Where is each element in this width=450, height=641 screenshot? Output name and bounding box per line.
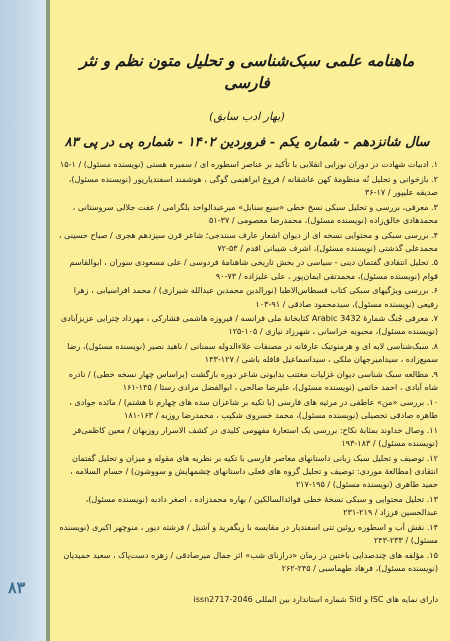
page-number: ۸۳ — [8, 578, 26, 597]
toc-item: ۱۰. بررسی «من» عاطفی در مرثیه های فارسی (با تکیه بر شاعران سده های چهارم تا هشتم) / مائده جوادی ، طاهره صادقی تحصیلی (نویسنده مسئول)، محمد خسروی شکیب ، محمدرضا روزبه / ۱۶۳-۱۸۱ — [69, 396, 438, 421]
journal-subtitle: (بهار ادب سابق) — [209, 110, 285, 123]
table-of-contents — [58, 158, 438, 577]
toc-item: ۶. بررسی ویژگیهای سبکی کتاب قسطاس‌الاطبا (نورالدین محمدبن عبدالله شیرازی) / محمد افراسیابی ، زهرا رفیعی (نویسنده مسئول)، سیدمحمود صادقی / ۹۱-۱۰۳ — [73, 285, 438, 309]
toc-item: ۱۳. تحلیل محتوایی و سبکی نسخهٔ خطی فوائدالسالکین / بهاره محمدزاده ، اصغر دادبه (نویسنده مسئول)، عبدالحسین فرزاد / ۲۱۹-۲۳۱ — [85, 493, 438, 518]
toc-item: ۱. ادبیات شهادت در دوران نوزایی انقلابی با تأکید بر عناصر اسطوره ای / سمیره هستی (نویسنده مسئول) / ۱-۱۵ — [59, 159, 438, 169]
issue-info: سال شانزدهم - شماره یکم - فروردین ۱۴۰۲ - شماره پی در پی ۸۳ — [64, 135, 430, 150]
side-band — [0, 0, 46, 641]
toc-item: ۲. بازخوانی و تحلیل نُه منظومهٔ کهن عاشقانه / فروغ ابراهیمی گوگی ، هوشمند اسفندیارپور (نویسنده مسئول)، صدیقه علیپور / ۱۷-۳۶ — [68, 173, 438, 197]
toc-item: ۷. معرفی جُنگ شمارهٔ Arabic 3432 کتابخانهٔ ملی فرانسه / فیروزه هاشمی فشارکی ، مهرداد چترایی عزیزآبادی (نویسنده مسئول)، محبوبه خراسانی ، شهرزاد نیازی / ۱۰۵-۱۲۵ — [60, 313, 438, 337]
journal-header — [56, 50, 438, 150]
journal-title: ماهنامه علمی سبک‌شناسی و تحلیل متون نظم و نثر فارسی — [79, 51, 415, 92]
toc-item: ۴. بررسی سبکی و محتوایی نسخه ای از دیوان اشعار عارف سنندجی؛ شاعر قرن سیزدهم هجری / صباح حسینی ، محمدعلی گذشتی (نویسنده مسئول)، اشرف شیبانی اقدم / ۵۳-۷۲ — [58, 229, 438, 253]
toc-item: ۱۱. وصال خداوند بمثابهٔ نکاح: بررسی یک استعارهٔ مفهومی کلیدی در کشف الاسرار روزبهان / معین کاظمی‌فر (نویسنده مسئول) / ۱۸۳-۱۹۳ — [72, 424, 438, 449]
toc-item: ۱۲. توصیف و تحلیل سبک زبانی داستانهای معاصر فارسی با تکیه بر نظریه های مقوله و میزان و تحلیل گفتمان انتقادی (مطالعهٔ موردی: توصیف و تحلیل گروه های فعلی داستانهای چشمهایش و سووشون) / حسام السلامه ، حمید طاهری (نویسنده مسئول) / ۱۹۵-۲۱۷ — [70, 452, 438, 490]
indexing-note: دارای نمایه های ISC و Sid شماره استاندارد بین المللی issn2717-2046 — [193, 595, 438, 604]
toc-item: ۵. تحلیل انتقادی گفتمان دینی - سیاسی در بخش تاریخی شاهنامهٔ فردوسی / علی مسعودی سوران ، ابوالقاسم قوام (نویسنده مسئول)، محمدتقی ایمان‌پور ، علی علیزاده / ۷۳-۹۰ — [69, 257, 438, 281]
side-stripe — [46, 0, 50, 641]
toc-item: ۱۴. نقش آب و اسطوره روئین تنی اسفندیار در مقایسه با زیگفرید و آشیل / فرشته دیور ، منوچهر اکبری (نویسنده مسئول) / ۲۳۳-۲۴۳ — [59, 521, 438, 545]
toc-item: ۳. معرفی، بررسی و تحلیل سبکی نسخ خطی «سبع سنابل» میرعبدالواحد بلگرامی / عفت جلالی سروستانی ، محمدهادی خالق‌زاده (نویسنده مسئول)، محمدرضا معصومی / ۳۷-۵۱ — [72, 201, 438, 225]
toc-item: ۹. مطالعه سبک شناسی دیوان غزلیات مغتنب بدایونی شاعر دوره بازگشت (براساس چهار نسخه خطی) / نادره شاه آبادی ، احمد خاتمی (نویسنده مسئول)، علیرضا صالحی ، ابوالفضل مرادی رستا / ۱۴۵-۱۶۱ — [68, 369, 438, 393]
toc-item: ۸. سبک‌شناسی لایه ای و هرمنوتیک عارفانه در مصنفات علاءالدوله سمنانی / ناهید نصیر (نویسنده مسئول)، رضا سمیع‌زاده ، سیدامیرجهان ملکی ، سیداسماعیل قافله باشی / ۱۲۷-۱۴۳ — [67, 341, 438, 365]
toc-item: ۱۵. مؤلفه های چندصدایی باختین در رمان «درازنای شب» اثر جمال میرصادقی / زهره دست‌پاک ، سعید حمیدیان (نویسنده مسئول)، فرهاد طهماسبی / ۲۴۵-۲۶۲ — [63, 549, 438, 573]
